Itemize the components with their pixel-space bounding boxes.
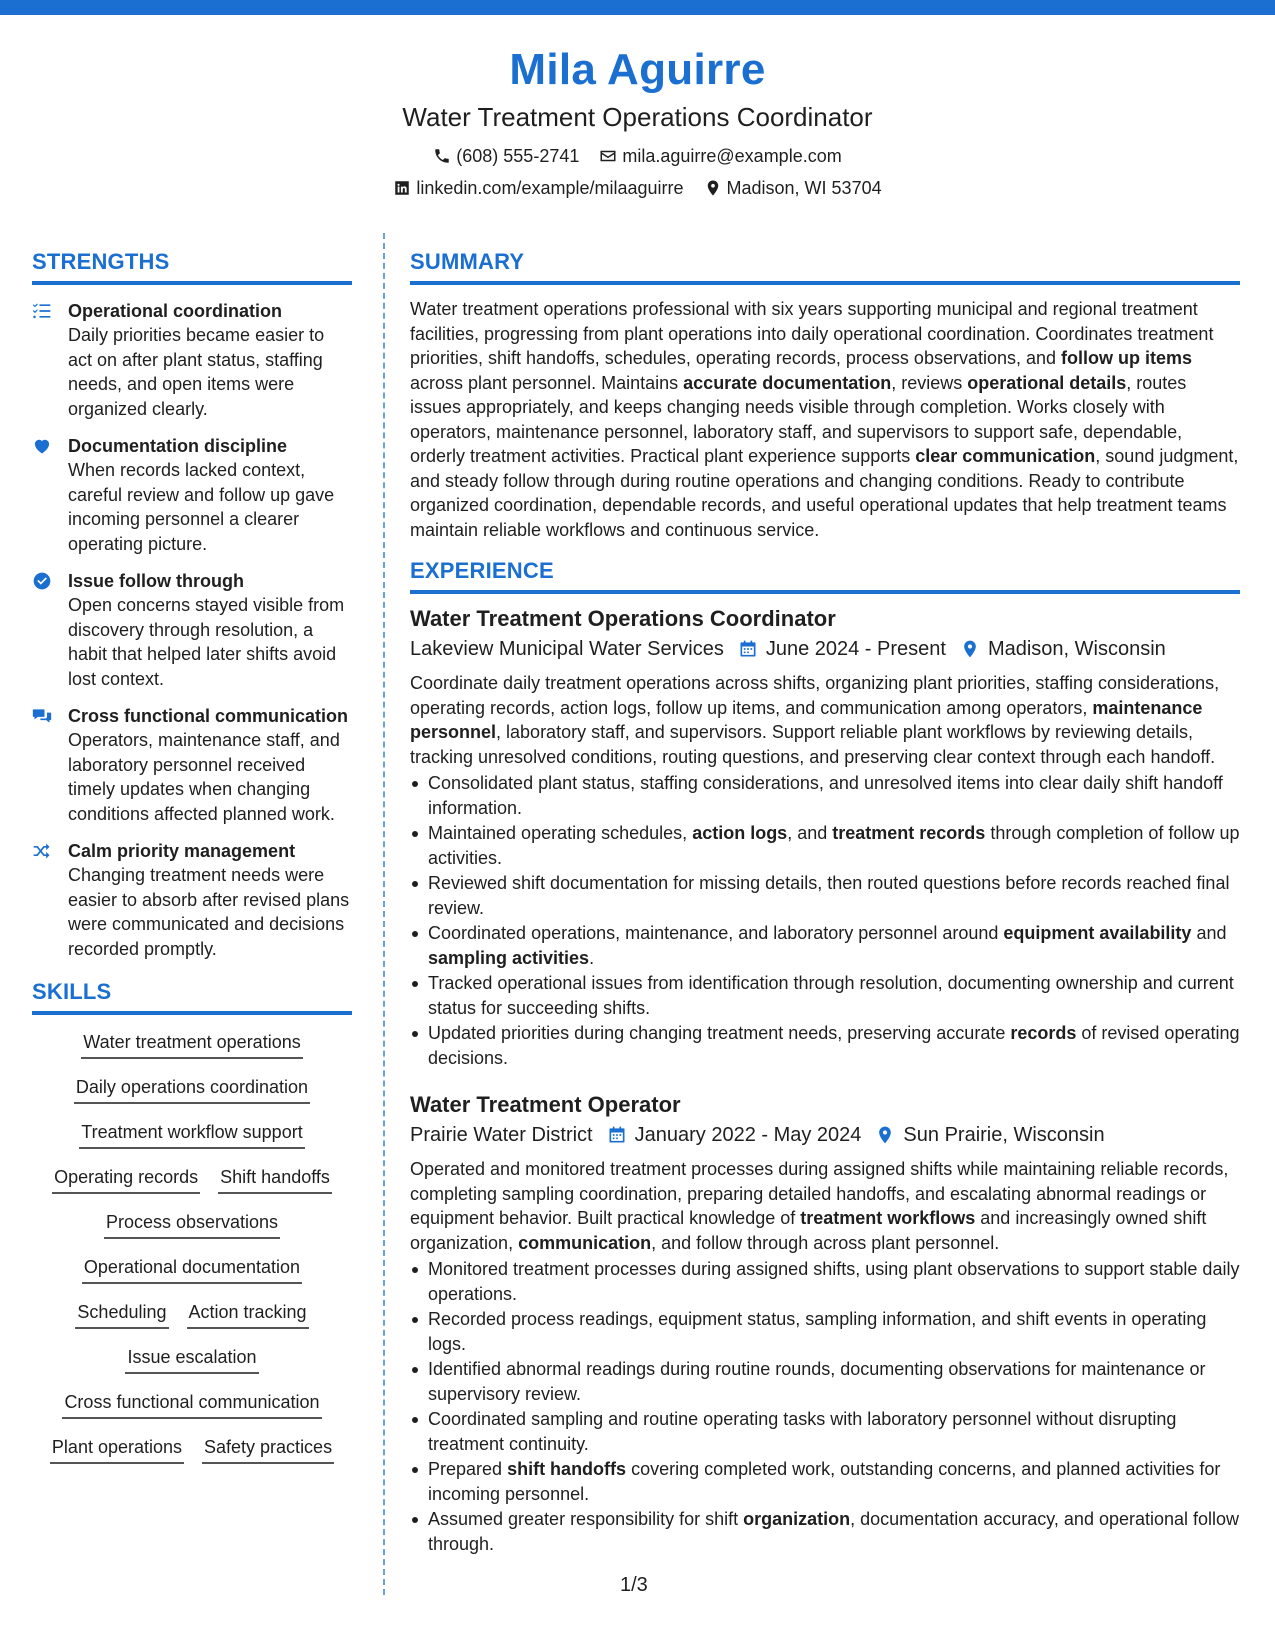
strengths-list	[32, 299, 352, 961]
job-location-text: Madison, Wisconsin	[987, 638, 1166, 660]
job-dates	[607, 1121, 862, 1149]
location-text: Madison, WI 53704	[726, 178, 882, 198]
job-bullet: Coordinated operations, maintenance, and laboratory personnel around equipment availability and sampling activities.	[410, 921, 1240, 970]
skill-tag: Operating records	[52, 1164, 200, 1194]
job-bullet: Coordinated sampling and routine operating tasks with laboratory personnel without disrupting treatment continuity.	[410, 1407, 1240, 1456]
linkedin-icon	[393, 179, 411, 197]
linkedin-text: linkedin.com/example/milaaguirre	[416, 178, 684, 198]
comments-icon	[32, 706, 52, 726]
heart-icon	[32, 436, 52, 456]
linkedin-contact[interactable]	[393, 176, 683, 200]
skill-row	[62, 1389, 321, 1434]
list-check-icon	[32, 301, 52, 321]
experience-heading: EXPERIENCE	[410, 556, 1240, 594]
top-accent-bar	[0, 0, 1275, 15]
skill-row	[81, 1029, 302, 1074]
skill-row	[74, 1074, 310, 1119]
calendar-icon	[607, 1125, 627, 1145]
skills-list	[32, 1029, 352, 1479]
skills-heading: SKILLS	[32, 977, 352, 1015]
skill-row	[79, 1119, 304, 1164]
skill-tag: Plant operations	[50, 1434, 184, 1464]
strength-title: Cross functional communication	[68, 706, 349, 726]
strength-title: Calm priority management	[68, 841, 296, 861]
job-bullet: Updated priorities during changing treatment needs, preserving accurate records of revised operating decisions.	[410, 1021, 1240, 1070]
skill-tag: Treatment workflow support	[79, 1119, 304, 1149]
map-pin-icon	[704, 179, 722, 197]
candidate-name: Mila Aguirre	[509, 45, 766, 94]
job-company: Lakeview Municipal Water Services	[410, 638, 724, 660]
job-entry	[410, 604, 1240, 1070]
job-bullet: Maintained operating schedules, action logs, and treatment records through completion of follow up activities.	[410, 821, 1240, 870]
skill-row	[50, 1434, 334, 1479]
strength-item	[32, 704, 352, 826]
strength-item	[32, 434, 352, 556]
job-dates-text: June 2024 - Present	[765, 638, 946, 660]
summary-text: Water treatment operations professional with six years supporting municipal and regional treatment facilities, progressing from plant operations into daily operational coordination. Coordinates treatment priorities, shift handoffs, schedules, operating records, process observations, and follow up items across plant personnel. Maintains accurate documentation, reviews operational details, routes issues appropriately, and keeps changing needs visible through completion. Works closely with operators, maintenance personnel, laboratory staff, and supervisors to support safe, dependable, orderly treatment activities. Practical plant experience supports clear communication, sound judgment, and steady follow through during routine operations and changing conditions. Ready to contribute organized coordination, dependable records, and useful operational updates that help treatment teams maintain reliable workflows and continuous service.	[410, 299, 1239, 540]
skill-row	[52, 1164, 332, 1209]
strength-description: When records lacked context, careful review and follow up gave incoming personnel a clearer operating picture.	[68, 460, 335, 554]
skill-tag: Process observations	[104, 1209, 280, 1239]
phone-icon	[433, 147, 451, 165]
envelope-icon	[599, 147, 617, 165]
job-bullet: Consolidated plant status, staffing considerations, and unresolved items into clear daily shift handoff information.	[410, 771, 1240, 820]
experience-list	[410, 604, 1240, 1556]
map-pin-icon	[875, 1125, 895, 1145]
skill-tag: Issue escalation	[125, 1344, 258, 1374]
location-contact	[704, 176, 882, 200]
email-text: mila.aguirre@example.com	[622, 146, 842, 166]
map-pin-icon	[960, 639, 980, 659]
skill-tag: Safety practices	[202, 1434, 334, 1464]
strength-title: Issue follow through	[68, 571, 244, 591]
strength-item	[32, 569, 352, 691]
skill-row	[75, 1299, 308, 1344]
job-description: Coordinate daily treatment operations across shifts, organizing plant priorities, staffing considerations, operating records, action logs, follow up items, and communication among operators, maintenance personnel, laboratory staff, and supervisors. Support reliable plant workflows by reviewing details, tracking unresolved conditions, routing questions, and preserving clear context through each handoff.	[410, 673, 1220, 767]
job-dates	[738, 635, 946, 663]
phone-contact	[433, 144, 579, 168]
strength-description: Open concerns stayed visible from discovery through resolution, a habit that helped later shifts avoid lost context.	[68, 595, 345, 689]
job-location-text: Sun Prairie, Wisconsin	[903, 1124, 1105, 1146]
strength-title: Documentation discipline	[68, 436, 288, 456]
contact-row-2	[0, 176, 1275, 200]
column-divider	[383, 233, 385, 1595]
strength-item	[32, 839, 352, 961]
contact-row-1	[0, 144, 1275, 168]
job-bullet: Identified abnormal readings during routine rounds, documenting observations for maintenance or supervisory review.	[410, 1357, 1240, 1406]
job-dates-text: January 2022 - May 2024	[634, 1124, 862, 1146]
skill-tag: Operational documentation	[82, 1254, 302, 1284]
job-bullet: Prepared shift handoffs covering completed work, outstanding concerns, and planned activities for incoming personnel.	[410, 1457, 1240, 1506]
job-location	[960, 635, 1166, 663]
strength-description: Changing treatment needs were easier to absorb after revised plans were communicated and decisions recorded promptly.	[68, 865, 350, 959]
skill-row	[104, 1209, 280, 1254]
job-location	[875, 1121, 1104, 1149]
skill-row	[82, 1254, 302, 1299]
skill-tag: Daily operations coordination	[74, 1074, 310, 1104]
job-bullet: Recorded process readings, equipment status, sampling information, and shift events in operating logs.	[410, 1307, 1240, 1356]
strength-item	[32, 299, 352, 421]
strength-icon-wrap	[32, 569, 54, 691]
job-entry	[410, 1090, 1240, 1556]
job-title: Water Treatment Operations Coordinator	[410, 606, 836, 631]
skill-tag: Action tracking	[187, 1299, 309, 1329]
job-title: Water Treatment Operator	[410, 1092, 681, 1117]
skill-tag: Cross functional communication	[62, 1389, 321, 1419]
job-bullet: Tracked operational issues from identification through resolution, documenting ownership and current status for succeeding shifts.	[410, 971, 1240, 1020]
job-meta	[410, 1121, 1240, 1149]
shuffle-icon	[32, 841, 52, 861]
job-meta	[410, 635, 1240, 663]
strengths-heading: STRENGTHS	[32, 247, 352, 285]
left-column	[32, 247, 352, 1479]
strength-icon-wrap	[32, 299, 54, 421]
job-bullet: Assumed greater responsibility for shift organization, documentation accuracy, and operational follow through.	[410, 1507, 1240, 1556]
job-description: Operated and monitored treatment processes during assigned shifts while maintaining reliable records, completing sampling coordination, preparing detailed handoffs, and escalating abnormal readings or equipment behavior. Built practical knowledge of treatment workflows and increasingly owned shift organization, communication, and follow through across plant personnel.	[410, 1159, 1229, 1253]
strength-icon-wrap	[32, 434, 54, 556]
strength-description: Operators, maintenance staff, and laboratory personnel received timely updates when changing conditions affected planned work.	[68, 730, 340, 824]
skill-tag: Water treatment operations	[81, 1029, 302, 1059]
skill-row	[125, 1344, 258, 1389]
summary-heading: SUMMARY	[410, 247, 1240, 285]
phone-text: (608) 555-2741	[456, 146, 580, 166]
page-number: 1/3	[620, 1574, 648, 1596]
right-column	[410, 247, 1240, 1557]
strength-icon-wrap	[32, 839, 54, 961]
email-contact[interactable]	[599, 144, 841, 168]
check-circle-icon	[32, 571, 52, 591]
strength-icon-wrap	[32, 704, 54, 826]
skill-tag: Shift handoffs	[218, 1164, 332, 1194]
skill-tag: Scheduling	[75, 1299, 168, 1329]
job-bullet: Monitored treatment processes during assigned shifts, using plant observations to support stable daily operations.	[410, 1257, 1240, 1306]
job-bullet: Reviewed shift documentation for missing details, then routed questions before records reached final review.	[410, 871, 1240, 920]
calendar-icon	[738, 639, 758, 659]
job-company: Prairie Water District	[410, 1124, 593, 1146]
candidate-title: Water Treatment Operations Coordinator	[402, 102, 873, 132]
job-bullets	[410, 1257, 1240, 1556]
resume-header	[0, 42, 1275, 200]
job-bullets	[410, 771, 1240, 1070]
strength-title: Operational coordination	[68, 301, 283, 321]
strength-description: Daily priorities became easier to act on after plant status, staffing needs, and open items were organized clearly.	[68, 325, 325, 419]
